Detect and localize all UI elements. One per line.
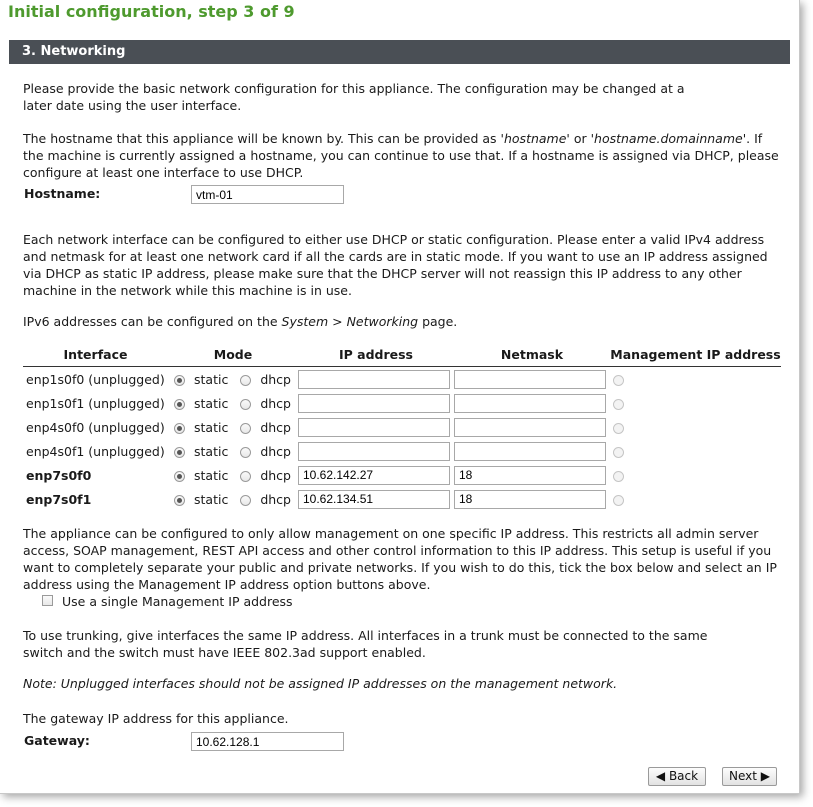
dhcp-radio[interactable] xyxy=(240,399,251,410)
static-radio[interactable] xyxy=(174,495,185,506)
static-radio[interactable] xyxy=(174,423,185,434)
mgmt-ip-radio[interactable] xyxy=(613,423,624,434)
interface-name: enp7s0f1 xyxy=(26,491,92,507)
interface-info-text: Each network interface can be configured to either use DHCP or static configuration. Please enter a valid IPv4 address and netmask for at least one network card if all the cards are in static mode. If you want to use an IP address assigned via DHCP as static IP address, please make sure that the DHCP server will not reassign this IP address to any other machine in the network while this machine is in use. xyxy=(23,232,768,298)
mgmt-ip-radio[interactable] xyxy=(613,399,624,410)
mgmt-ip-radio[interactable] xyxy=(613,495,624,506)
table-row xyxy=(23,487,781,511)
netmask-input[interactable] xyxy=(454,490,606,509)
dhcp-radio[interactable] xyxy=(240,375,251,386)
ip-address-input[interactable] xyxy=(298,466,450,485)
single-mgmt-ip-label: Use a single Management IP address xyxy=(62,594,293,609)
dhcp-label: dhcp xyxy=(260,371,291,387)
mode-cell xyxy=(168,439,298,463)
dhcp-radio[interactable] xyxy=(240,447,251,458)
static-label: static xyxy=(194,467,229,483)
table-row xyxy=(23,391,781,415)
mode-cell xyxy=(168,367,298,392)
static-radio[interactable] xyxy=(174,399,185,410)
management-info-text: The appliance can be configured to only allow management on one specific IP address. This restricts all admin server access, SOAP management, REST API access and other control information to this IP address. This setup is useful if you want to completely separate your public and private networks. If you wish to do this, tick the box below and select an IP address using the Management IP address option buttons above. xyxy=(23,526,777,592)
hostname-info-text: The hostname that this appliance will be known by. This can be provided as 'hostname' or 'hostname.domainname'. If the machine is currently assigned a hostname, you can continue to use that. If a hostname is assigned via DHCP, please configure at least one interface to use DHCP. xyxy=(23,131,779,180)
dhcp-radio[interactable] xyxy=(240,495,251,506)
static-radio[interactable] xyxy=(174,447,185,458)
col-header-ip: IP address xyxy=(298,344,454,367)
table-row xyxy=(23,367,781,392)
dhcp-label: dhcp xyxy=(260,491,291,507)
table-header-row xyxy=(23,344,781,367)
ipv6-info-text: IPv6 addresses can be configured on the System > Networking page. xyxy=(23,314,458,329)
static-label: static xyxy=(194,395,229,411)
mgmt-ip-radio[interactable] xyxy=(613,447,624,458)
interface-name: enp7s0f0 xyxy=(26,467,92,483)
dhcp-label: dhcp xyxy=(260,467,291,483)
col-header-interface: Interface xyxy=(23,344,168,367)
netmask-input[interactable] xyxy=(454,394,606,413)
mode-cell xyxy=(168,415,298,439)
next-button[interactable]: Next ▶ xyxy=(722,767,777,786)
mgmt-ip-radio[interactable] xyxy=(613,471,624,482)
page-title: Initial configuration, step 3 of 9 xyxy=(8,2,295,21)
table-row xyxy=(23,415,781,439)
back-button[interactable]: ◀ Back xyxy=(648,767,706,786)
section-title: 3. Networking xyxy=(22,44,126,59)
gateway-input[interactable] xyxy=(191,732,344,751)
dhcp-radio[interactable] xyxy=(240,471,251,482)
mode-cell xyxy=(168,487,298,511)
dhcp-radio[interactable] xyxy=(240,423,251,434)
interface-name: enp4s0f1 (unplugged) xyxy=(26,443,165,459)
intro-text: Please provide the basic network configuration for this appliance. The configuration may be changed at a later date using the user interface. xyxy=(23,81,685,113)
static-radio[interactable] xyxy=(174,375,185,386)
trunking-info-text: To use trunking, give interfaces the same IP address. All interfaces in a trunk must be connected to the same switch and the switch must have IEEE 802.3ad support enabled. xyxy=(23,628,708,660)
static-label: static xyxy=(194,491,229,507)
ip-address-input[interactable] xyxy=(298,490,450,509)
dhcp-label: dhcp xyxy=(260,443,291,459)
table-row xyxy=(23,463,781,487)
interface-name: enp1s0f0 (unplugged) xyxy=(26,371,165,387)
mode-cell xyxy=(168,391,298,415)
dhcp-label: dhcp xyxy=(260,395,291,411)
static-label: static xyxy=(194,371,229,387)
ip-address-input[interactable] xyxy=(298,418,450,437)
col-header-mode: Mode xyxy=(168,344,298,367)
ip-address-input[interactable] xyxy=(298,370,450,389)
netmask-input[interactable] xyxy=(454,418,606,437)
static-label: static xyxy=(194,419,229,435)
netmask-input[interactable] xyxy=(454,466,606,485)
dhcp-label: dhcp xyxy=(260,419,291,435)
netmask-input[interactable] xyxy=(454,442,606,461)
interface-name: enp1s0f1 (unplugged) xyxy=(26,395,165,411)
single-mgmt-ip-checkbox[interactable] xyxy=(42,595,53,606)
col-header-mgmt: Management IP address xyxy=(610,344,781,367)
gateway-label: Gateway: xyxy=(24,733,90,748)
mode-cell xyxy=(168,463,298,487)
note-text: Note: Unplugged interfaces should not be assigned IP addresses on the management network. xyxy=(23,676,618,691)
interface-name: enp4s0f0 (unplugged) xyxy=(26,419,165,435)
section-header xyxy=(9,40,790,64)
static-radio[interactable] xyxy=(174,471,185,482)
interfaces-table xyxy=(23,344,781,511)
col-header-netmask: Netmask xyxy=(454,344,610,367)
table-row xyxy=(23,439,781,463)
gateway-info-text: The gateway IP address for this appliance. xyxy=(23,711,289,726)
netmask-input[interactable] xyxy=(454,370,606,389)
ip-address-input[interactable] xyxy=(298,442,450,461)
hostname-input[interactable] xyxy=(191,185,344,204)
hostname-label: Hostname: xyxy=(24,186,101,201)
mgmt-ip-radio[interactable] xyxy=(613,375,624,386)
static-label: static xyxy=(194,443,229,459)
ip-address-input[interactable] xyxy=(298,394,450,413)
